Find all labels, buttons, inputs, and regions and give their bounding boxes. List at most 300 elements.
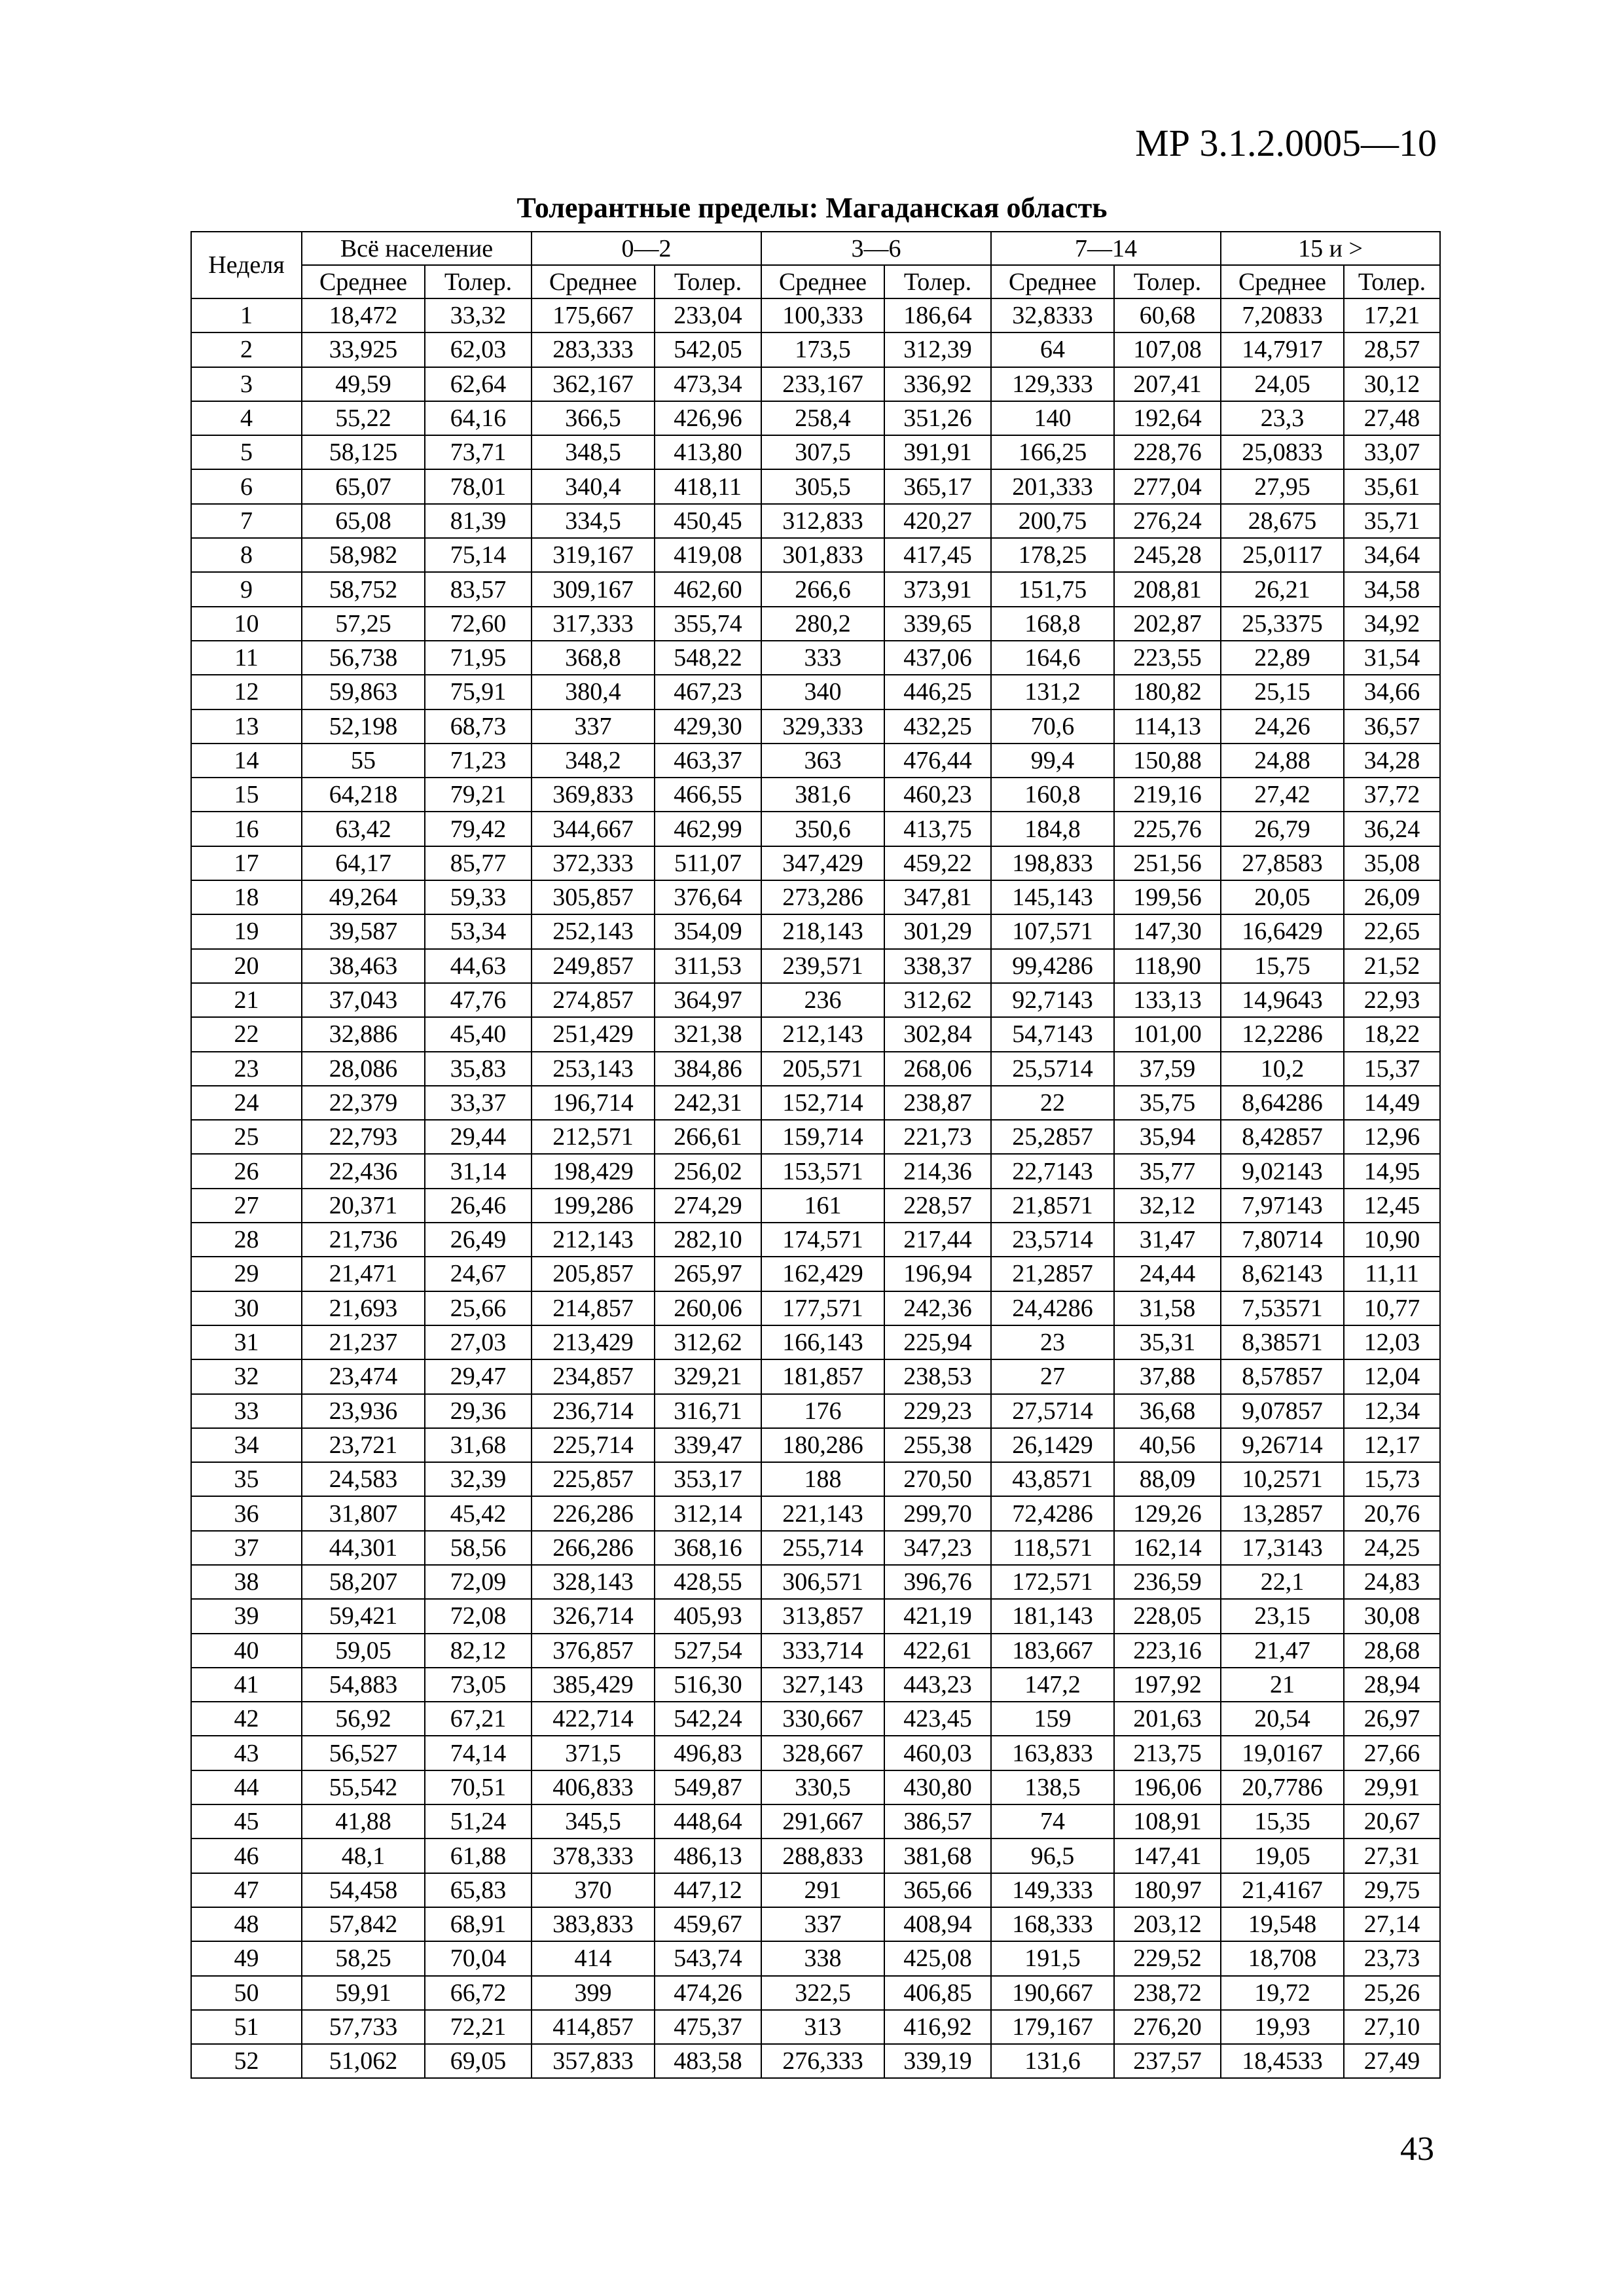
value-cell: 26,49 (425, 1223, 532, 1257)
value-cell: 334,5 (532, 504, 655, 538)
week-cell: 9 (191, 572, 302, 606)
value-cell: 23,73 (1344, 1941, 1440, 1975)
week-cell: 37 (191, 1531, 302, 1565)
week-cell: 51 (191, 2010, 302, 2044)
value-cell: 23,15 (1221, 1599, 1344, 1633)
value-cell: 313,857 (761, 1599, 884, 1633)
value-cell: 34,28 (1344, 744, 1440, 778)
table-row (191, 846, 1440, 880)
week-cell: 23 (191, 1052, 302, 1086)
value-cell: 73,71 (425, 435, 532, 469)
week-cell: 47 (191, 1873, 302, 1907)
value-cell: 237,57 (1114, 2044, 1221, 2078)
sub-header: Толер. (655, 265, 761, 298)
value-cell: 133,13 (1114, 983, 1221, 1017)
value-cell: 353,17 (655, 1462, 761, 1496)
value-cell: 542,24 (655, 1702, 761, 1736)
value-cell: 450,45 (655, 504, 761, 538)
value-cell: 212,143 (761, 1017, 884, 1051)
value-cell: 152,714 (761, 1086, 884, 1120)
value-cell: 29,75 (1344, 1873, 1440, 1907)
week-cell: 49 (191, 1941, 302, 1975)
value-cell: 511,07 (655, 846, 761, 880)
value-cell: 164,6 (991, 641, 1114, 675)
value-cell: 40,56 (1114, 1428, 1221, 1462)
value-cell: 18,22 (1344, 1017, 1440, 1051)
value-cell: 348,2 (532, 744, 655, 778)
value-cell: 27 (991, 1359, 1114, 1393)
week-cell: 45 (191, 1804, 302, 1839)
table-row (191, 2044, 1440, 2078)
table-row (191, 607, 1440, 641)
value-cell: 249,857 (532, 949, 655, 983)
value-cell: 70,04 (425, 1941, 532, 1975)
value-cell: 35,31 (1114, 1325, 1221, 1359)
value-cell: 18,708 (1221, 1941, 1344, 1975)
value-cell: 51,062 (302, 2044, 425, 2078)
value-cell: 25,66 (425, 1291, 532, 1325)
value-cell: 496,83 (655, 1736, 761, 1770)
value-cell: 159,714 (761, 1120, 884, 1154)
value-cell: 301,29 (884, 914, 991, 948)
value-cell: 85,77 (425, 846, 532, 880)
value-cell: 516,30 (655, 1668, 761, 1702)
week-cell: 6 (191, 469, 302, 503)
value-cell: 347,81 (884, 880, 991, 914)
value-cell: 423,45 (884, 1702, 991, 1736)
sub-header: Толер. (1114, 265, 1221, 298)
value-cell: 99,4286 (991, 949, 1114, 983)
value-cell: 92,7143 (991, 983, 1114, 1017)
table-row (191, 1496, 1440, 1530)
table-row (191, 1154, 1440, 1188)
table-row (191, 1189, 1440, 1223)
value-cell: 333,714 (761, 1634, 884, 1668)
week-cell: 31 (191, 1325, 302, 1359)
value-cell: 338,37 (884, 949, 991, 983)
value-cell: 229,52 (1114, 1941, 1221, 1975)
value-cell: 13,2857 (1221, 1496, 1344, 1530)
value-cell: 201,63 (1114, 1702, 1221, 1736)
value-cell: 58,207 (302, 1565, 425, 1599)
table-row (191, 812, 1440, 846)
week-cell: 46 (191, 1839, 302, 1873)
table-row (191, 504, 1440, 538)
value-cell: 23,474 (302, 1359, 425, 1393)
value-cell: 159 (991, 1702, 1114, 1736)
value-cell: 328,667 (761, 1736, 884, 1770)
page-number: 43 (1400, 2130, 1434, 2168)
value-cell: 233,167 (761, 367, 884, 401)
value-cell: 218,143 (761, 914, 884, 948)
value-cell: 35,77 (1114, 1154, 1221, 1188)
value-cell: 181,857 (761, 1359, 884, 1393)
value-cell: 212,143 (532, 1223, 655, 1257)
value-cell: 255,38 (884, 1428, 991, 1462)
value-cell: 23,3 (1221, 401, 1344, 435)
value-cell: 317,333 (532, 607, 655, 641)
value-cell: 31,47 (1114, 1223, 1221, 1257)
value-cell: 58,752 (302, 572, 425, 606)
value-cell: 8,42857 (1221, 1120, 1344, 1154)
value-cell: 348,5 (532, 435, 655, 469)
value-cell: 233,04 (655, 298, 761, 332)
table-row (191, 1736, 1440, 1770)
value-cell: 225,76 (1114, 812, 1221, 846)
value-cell: 333 (761, 641, 884, 675)
value-cell: 58,25 (302, 1941, 425, 1975)
value-cell: 160,8 (991, 778, 1114, 812)
value-cell: 32,39 (425, 1462, 532, 1496)
value-cell: 212,571 (532, 1120, 655, 1154)
value-cell: 357,833 (532, 2044, 655, 2078)
week-cell: 2 (191, 332, 302, 367)
value-cell: 432,25 (884, 709, 991, 744)
table-row (191, 1599, 1440, 1633)
value-cell: 33,32 (425, 298, 532, 332)
value-cell: 21,736 (302, 1223, 425, 1257)
group-header: 3—6 (761, 232, 991, 265)
value-cell: 18,472 (302, 298, 425, 332)
value-cell: 35,83 (425, 1052, 532, 1086)
value-cell: 61,88 (425, 1839, 532, 1873)
value-cell: 28,086 (302, 1052, 425, 1086)
value-cell: 39,587 (302, 914, 425, 948)
value-cell: 15,37 (1344, 1052, 1440, 1086)
value-cell: 82,12 (425, 1634, 532, 1668)
value-cell: 166,143 (761, 1325, 884, 1359)
value-cell: 59,91 (302, 1976, 425, 2010)
value-cell: 64 (991, 332, 1114, 367)
value-cell: 147,2 (991, 1668, 1114, 1702)
sub-header: Среднее (991, 265, 1114, 298)
value-cell: 291,667 (761, 1804, 884, 1839)
table-row (191, 1839, 1440, 1873)
value-cell: 100,333 (761, 298, 884, 332)
week-cell: 21 (191, 983, 302, 1017)
value-cell: 25,0117 (1221, 538, 1344, 572)
week-cell: 40 (191, 1634, 302, 1668)
value-cell: 140 (991, 401, 1114, 435)
week-cell: 10 (191, 607, 302, 641)
table-row (191, 1702, 1440, 1736)
value-cell: 8,57857 (1221, 1359, 1344, 1393)
value-cell: 62,64 (425, 367, 532, 401)
value-cell: 22 (991, 1086, 1114, 1120)
value-cell: 448,64 (655, 1804, 761, 1839)
value-cell: 184,8 (991, 812, 1114, 846)
value-cell: 20,54 (1221, 1702, 1344, 1736)
week-cell: 24 (191, 1086, 302, 1120)
value-cell: 328,143 (532, 1565, 655, 1599)
table-row (191, 1976, 1440, 2010)
value-cell: 65,83 (425, 1873, 532, 1907)
value-cell: 54,7143 (991, 1017, 1114, 1051)
value-cell: 16,6429 (1221, 914, 1344, 948)
value-cell: 242,36 (884, 1291, 991, 1325)
value-cell: 176 (761, 1394, 884, 1428)
value-cell: 118,90 (1114, 949, 1221, 983)
week-cell: 17 (191, 846, 302, 880)
value-cell: 27,95 (1221, 469, 1344, 503)
week-cell: 35 (191, 1462, 302, 1496)
sub-header: Среднее (761, 265, 884, 298)
value-cell: 31,54 (1344, 641, 1440, 675)
value-cell: 245,28 (1114, 538, 1221, 572)
value-cell: 437,06 (884, 641, 991, 675)
table-row (191, 641, 1440, 675)
value-cell: 527,54 (655, 1634, 761, 1668)
value-cell: 238,53 (884, 1359, 991, 1393)
value-cell: 228,05 (1114, 1599, 1221, 1633)
table-row (191, 298, 1440, 332)
value-cell: 266,6 (761, 572, 884, 606)
value-cell: 418,11 (655, 469, 761, 503)
value-cell: 236 (761, 983, 884, 1017)
value-cell: 43,8571 (991, 1462, 1114, 1496)
value-cell: 312,39 (884, 332, 991, 367)
value-cell: 35,61 (1344, 469, 1440, 503)
value-cell: 30,12 (1344, 367, 1440, 401)
week-cell: 50 (191, 1976, 302, 2010)
value-cell: 340,4 (532, 469, 655, 503)
table-row (191, 572, 1440, 606)
group-header: 0—2 (532, 232, 761, 265)
table-row (191, 538, 1440, 572)
table-row (191, 778, 1440, 812)
value-cell: 34,92 (1344, 607, 1440, 641)
table-title: Толерантные пределы: Магаданская область (516, 192, 1108, 224)
value-cell: 364,97 (655, 983, 761, 1017)
value-cell: 12,17 (1344, 1428, 1440, 1462)
week-cell: 30 (191, 1291, 302, 1325)
value-cell: 153,571 (761, 1154, 884, 1188)
value-cell: 12,34 (1344, 1394, 1440, 1428)
value-cell: 25,2857 (991, 1120, 1114, 1154)
value-cell: 430,80 (884, 1770, 991, 1804)
week-cell: 28 (191, 1223, 302, 1257)
value-cell: 473,34 (655, 367, 761, 401)
value-cell: 162,429 (761, 1257, 884, 1291)
week-cell: 32 (191, 1359, 302, 1393)
value-cell: 22,65 (1344, 914, 1440, 948)
value-cell: 225,94 (884, 1325, 991, 1359)
value-cell: 59,05 (302, 1634, 425, 1668)
value-cell: 265,97 (655, 1257, 761, 1291)
value-cell: 45,42 (425, 1496, 532, 1530)
value-cell: 23 (991, 1325, 1114, 1359)
value-cell: 166,25 (991, 435, 1114, 469)
value-cell: 12,45 (1344, 1189, 1440, 1223)
value-cell: 56,738 (302, 641, 425, 675)
value-cell: 23,936 (302, 1394, 425, 1428)
value-cell: 23,721 (302, 1428, 425, 1462)
value-cell: 44,63 (425, 949, 532, 983)
value-cell: 26,46 (425, 1189, 532, 1223)
value-cell: 21,2857 (991, 1257, 1114, 1291)
table-row (191, 1634, 1440, 1668)
value-cell: 57,842 (302, 1907, 425, 1941)
value-cell: 29,47 (425, 1359, 532, 1393)
value-cell: 258,4 (761, 401, 884, 435)
value-cell: 59,863 (302, 675, 425, 709)
value-cell: 32,8333 (991, 298, 1114, 332)
value-cell: 32,12 (1114, 1189, 1221, 1223)
table-row (191, 1668, 1440, 1702)
value-cell: 31,807 (302, 1496, 425, 1530)
value-cell: 175,667 (532, 298, 655, 332)
value-cell: 276,24 (1114, 504, 1221, 538)
table-row (191, 367, 1440, 401)
value-cell: 309,167 (532, 572, 655, 606)
value-cell: 9,07857 (1221, 1394, 1344, 1428)
value-cell: 26,97 (1344, 1702, 1440, 1736)
value-cell: 26,21 (1221, 572, 1344, 606)
value-cell: 191,5 (991, 1941, 1114, 1975)
value-cell: 475,37 (655, 2010, 761, 2044)
value-cell: 11,11 (1344, 1257, 1440, 1291)
value-cell: 7,20833 (1221, 298, 1344, 332)
value-cell: 476,44 (884, 744, 991, 778)
value-cell: 365,66 (884, 1873, 991, 1907)
value-cell: 51,24 (425, 1804, 532, 1839)
value-cell: 81,39 (425, 504, 532, 538)
value-cell: 270,50 (884, 1462, 991, 1496)
value-cell: 280,2 (761, 607, 884, 641)
value-cell: 460,23 (884, 778, 991, 812)
value-cell: 21,471 (302, 1257, 425, 1291)
value-cell: 52,198 (302, 709, 425, 744)
value-cell: 28,57 (1344, 332, 1440, 367)
value-cell: 180,97 (1114, 1873, 1221, 1907)
value-cell: 180,286 (761, 1428, 884, 1462)
value-cell: 208,81 (1114, 572, 1221, 606)
week-cell: 33 (191, 1394, 302, 1428)
tolerance-table (190, 231, 1441, 2079)
week-cell: 12 (191, 675, 302, 709)
value-cell: 180,82 (1114, 675, 1221, 709)
table-row (191, 1804, 1440, 1839)
value-cell: 21,47 (1221, 1634, 1344, 1668)
value-cell: 36,68 (1114, 1394, 1221, 1428)
table-row (191, 1257, 1440, 1291)
value-cell: 31,14 (425, 1154, 532, 1188)
value-cell: 339,65 (884, 607, 991, 641)
table-row (191, 914, 1440, 948)
table-row (191, 1017, 1440, 1051)
value-cell: 213,75 (1114, 1736, 1221, 1770)
value-cell: 37,72 (1344, 778, 1440, 812)
value-cell: 27,8583 (1221, 846, 1344, 880)
value-cell: 414 (532, 1941, 655, 1975)
value-cell: 72,4286 (991, 1496, 1114, 1530)
value-cell: 330,5 (761, 1770, 884, 1804)
value-cell: 27,5714 (991, 1394, 1114, 1428)
week-cell: 36 (191, 1496, 302, 1530)
value-cell: 200,75 (991, 504, 1114, 538)
week-cell: 39 (191, 1599, 302, 1633)
value-cell: 344,667 (532, 812, 655, 846)
week-cell: 7 (191, 504, 302, 538)
value-cell: 399 (532, 1976, 655, 2010)
table-row (191, 949, 1440, 983)
value-cell: 59,33 (425, 880, 532, 914)
value-cell: 301,833 (761, 538, 884, 572)
value-cell: 27,14 (1344, 1907, 1440, 1941)
value-cell: 422,61 (884, 1634, 991, 1668)
value-cell: 36,57 (1344, 709, 1440, 744)
table-row (191, 1086, 1440, 1120)
value-cell: 369,833 (532, 778, 655, 812)
table-row (191, 709, 1440, 744)
value-cell: 221,73 (884, 1120, 991, 1154)
value-cell: 214,36 (884, 1154, 991, 1188)
value-cell: 99,4 (991, 744, 1114, 778)
week-cell: 15 (191, 778, 302, 812)
value-cell: 27,49 (1344, 2044, 1440, 2078)
value-cell: 312,62 (655, 1325, 761, 1359)
value-cell: 174,571 (761, 1223, 884, 1257)
value-cell: 351,26 (884, 401, 991, 435)
value-cell: 188 (761, 1462, 884, 1496)
value-cell: 72,08 (425, 1599, 532, 1633)
value-cell: 168,8 (991, 607, 1114, 641)
value-cell: 225,857 (532, 1462, 655, 1496)
value-cell: 15,35 (1221, 1804, 1344, 1839)
week-cell: 22 (191, 1017, 302, 1051)
value-cell: 198,833 (991, 846, 1114, 880)
value-cell: 396,76 (884, 1565, 991, 1599)
value-cell: 288,833 (761, 1839, 884, 1873)
value-cell: 365,17 (884, 469, 991, 503)
value-cell: 238,72 (1114, 1976, 1221, 2010)
value-cell: 29,36 (425, 1394, 532, 1428)
value-cell: 151,75 (991, 572, 1114, 606)
table-row (191, 1565, 1440, 1599)
value-cell: 406,833 (532, 1770, 655, 1804)
value-cell: 24,83 (1344, 1565, 1440, 1599)
table-row (191, 744, 1440, 778)
table-row (191, 1052, 1440, 1086)
value-cell: 147,30 (1114, 914, 1221, 948)
value-cell: 376,857 (532, 1634, 655, 1668)
value-cell: 376,64 (655, 880, 761, 914)
value-cell: 207,41 (1114, 367, 1221, 401)
value-cell: 319,167 (532, 538, 655, 572)
value-cell: 55,542 (302, 1770, 425, 1804)
value-cell: 7,97143 (1221, 1189, 1344, 1223)
week-cell: 19 (191, 914, 302, 948)
value-cell: 32,886 (302, 1017, 425, 1051)
value-cell: 198,429 (532, 1154, 655, 1188)
value-cell: 329,333 (761, 709, 884, 744)
value-cell: 118,571 (991, 1531, 1114, 1565)
value-cell: 35,75 (1114, 1086, 1221, 1120)
value-cell: 268,06 (884, 1052, 991, 1086)
value-cell: 383,833 (532, 1907, 655, 1941)
value-cell: 114,13 (1114, 709, 1221, 744)
value-cell: 276,333 (761, 2044, 884, 2078)
week-cell: 14 (191, 744, 302, 778)
value-cell: 65,07 (302, 469, 425, 503)
value-cell: 22,89 (1221, 641, 1344, 675)
value-cell: 69,05 (425, 2044, 532, 2078)
value-cell: 226,286 (532, 1496, 655, 1530)
value-cell: 73,05 (425, 1668, 532, 1702)
value-cell: 542,05 (655, 332, 761, 367)
week-cell: 5 (191, 435, 302, 469)
value-cell: 307,5 (761, 435, 884, 469)
